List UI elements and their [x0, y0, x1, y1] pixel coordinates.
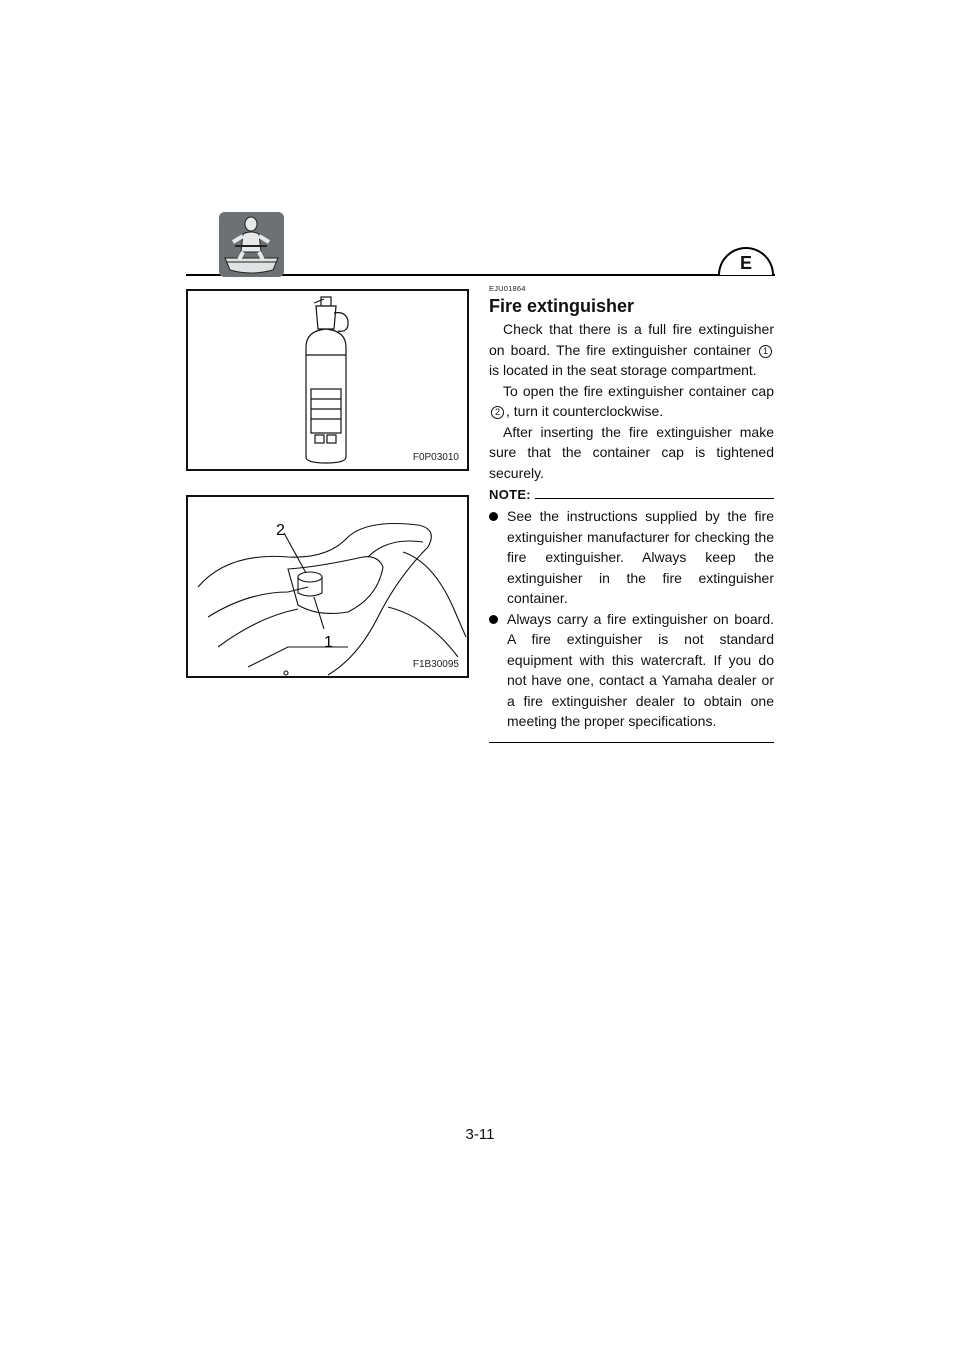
note-item: See the instructions supplied by the fire extinguisher manufacturer for checking the fire extinguisher. Always keep the extinguisher in the fire extinguisher container. — [489, 506, 774, 609]
section-title: Fire extinguisher — [489, 296, 635, 316]
note-item: Always carry a fire extinguisher on board. A fire extinguisher is not standard equipment with this watercraft. If you do not have one, contact a Yamaha dealer or a fire extinguisher dealer to obtain one meeting the proper specifications. — [489, 609, 774, 732]
note-header — [489, 487, 774, 502]
paragraph-1: Check that there is a full fire extinguisher on board. The fire extinguisher container 1 is located in the seat storage compartment. — [489, 321, 774, 378]
paragraph-3: After inserting the fire extinguisher make sure that the container cap is tightened securely. — [489, 423, 774, 481]
figure-seat-storage — [186, 495, 469, 678]
seat-storage-illustration — [188, 497, 467, 676]
callout-1: 1 — [324, 634, 333, 651]
note-label: NOTE: — [489, 487, 531, 502]
figure-fire-extinguisher — [186, 289, 469, 471]
section-code: EJU01864 — [489, 284, 526, 293]
figure-code: F1B30095 — [412, 659, 459, 670]
jet-ski-rider-icon — [219, 212, 284, 277]
note-list — [489, 506, 774, 732]
bullet-icon — [489, 615, 498, 624]
page-number: 3-11 — [465, 1126, 495, 1143]
ref-2: 2 — [491, 406, 504, 419]
language-badge: E — [718, 247, 774, 275]
figure-code: F0P03010 — [412, 452, 459, 463]
bullet-icon — [489, 512, 498, 521]
note-rule — [535, 498, 774, 499]
fire-extinguisher-illustration — [188, 291, 467, 469]
callout-2: 2 — [276, 522, 285, 539]
paragraph-2: To open the fire extinguisher container cap 2 , turn it counterclockwise. — [489, 381, 774, 422]
ref-1: 1 — [759, 345, 772, 358]
note-end-rule — [489, 742, 774, 743]
content-column — [489, 284, 774, 743]
